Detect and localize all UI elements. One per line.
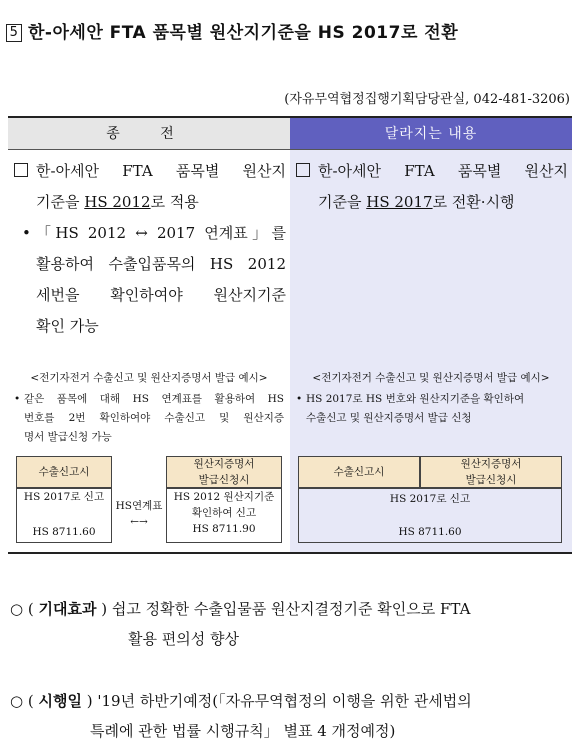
- after-box-line2: 기준을 HS 2017로 전환·시행: [318, 193, 515, 211]
- before-example-line3: 명서 발급신청 가능: [24, 431, 112, 443]
- before-header: 종 전: [8, 118, 290, 150]
- cert-head-cell: 원산지증명서 발급신청시: [166, 456, 282, 488]
- before-example-title: <전기자전거 수출신고 및 원산지증명서 발급 예시>: [30, 372, 268, 384]
- before-box-line2: 기준을 HS 2012로 적용: [36, 193, 199, 211]
- effect-line: ○ ( 기대효과 ) 쉽고 정확한 수출입물품 원산지결정기준 확인으로 FTA: [10, 600, 471, 618]
- export-head-cell: 수출신고시: [298, 456, 420, 488]
- title-text: 한-아세안 FTA 품목별 원산지기준을 HS 2017로 전환: [28, 23, 459, 43]
- after-example-line2: 수출신고 및 원산지증명서 발급 신청: [306, 412, 472, 424]
- before-bullet-line2: 활용하여 수출입품목의 HS 2012: [36, 255, 286, 273]
- before-content: [14, 156, 286, 342]
- after-box-line: 한-아세안 FTA 품목별 원산지: [296, 156, 568, 187]
- after-header: 달라지는 내용: [290, 118, 572, 150]
- date-line: ○ ( 시행일 ) '19년 하반기예정(「자유무역협정의 이행을 위한 관세법의: [10, 692, 472, 710]
- export-value-cell: HS 2017로 신고 HS 8711.60: [16, 488, 112, 543]
- before-example-line2: 번호를 2번 확인하여야 수출신고 및 원산지증: [24, 412, 284, 424]
- before-example-body: [14, 390, 284, 447]
- double-arrow-icon: ←→: [130, 516, 148, 528]
- before-box-line: 한-아세안 FTA 품목별 원산지: [14, 156, 286, 187]
- bullet-icon: •: [14, 393, 21, 405]
- after-example-title: <전기자전거 수출신고 및 원산지증명서 발급 예시>: [312, 372, 550, 384]
- section-number: 5: [6, 24, 22, 42]
- effect-label: 기대효과: [38, 600, 97, 618]
- before-column: [8, 118, 290, 552]
- cert-value-cell: HS 2012 원산지기준 확인하여 신고 HS 8711.90: [166, 488, 282, 543]
- after-example-body: [296, 390, 566, 428]
- comparison-table: [8, 116, 572, 554]
- before-bullet-line3: 세번을 확인하여야 원산지기준: [36, 286, 286, 304]
- before-example-line: • 같은 품목에 대해 HS 연계표를 활용하여 HS: [14, 390, 284, 409]
- date-label: 시행일: [38, 692, 82, 710]
- after-column: [290, 118, 572, 552]
- effect-line2: 활용 편의성 향상: [128, 630, 239, 648]
- before-bullet-line: • 「HS 2012 ↔ 2017 연계표」를: [14, 218, 286, 249]
- after-example-line: • HS 2017로 HS 번호와 원산지기준을 확인하여: [296, 390, 566, 409]
- export-head-cell: 수출신고시: [16, 456, 112, 488]
- effective-date: [10, 686, 570, 746]
- page-title: [6, 18, 576, 43]
- before-bullet-line4: 확인 가능: [36, 317, 99, 335]
- date-line2: 특례에 관한 법률 시행규칙」 별표 4 개정예정): [90, 722, 396, 740]
- contact-info: (자유무역협정집행기획담당관실, 042-481-3206): [284, 92, 570, 107]
- after-content: [296, 156, 568, 218]
- bullet-icon: •: [296, 393, 303, 405]
- expected-effect: [10, 594, 570, 654]
- combined-value-cell: HS 2017로 신고 HS 8711.60: [298, 488, 562, 543]
- checkbox-square-icon: [14, 163, 28, 177]
- cert-head-cell: 원산지증명서 발급신청시: [420, 456, 562, 488]
- hs-link-label: HS연계표: [115, 500, 163, 512]
- bullet-icon: •: [22, 224, 31, 242]
- checkbox-square-icon: [296, 163, 310, 177]
